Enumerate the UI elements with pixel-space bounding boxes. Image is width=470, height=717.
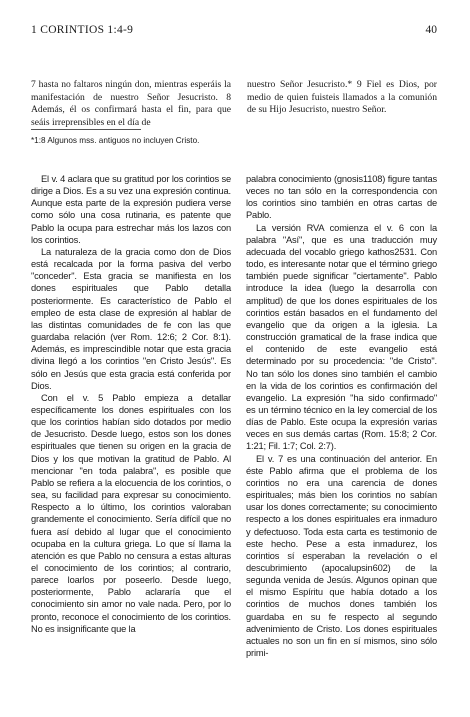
paragraph: palabra conocimiento (gnosis1108) figure tantas veces no tan sólo en la correspondencia con los corintios sino también en otras cartas de Pablo. bbox=[246, 174, 437, 221]
paragraph: La naturaleza de la gracia como don de Dios está recalcada por la forma pasiva del verbo "conceder". Esta gracia se manifiesta en los dones espirituales que Pablo detalla posteriormente. Es característico de Pablo el empleo de esta clase de expresión al hablar de las distintas comunidades de fe con las que guardaba relación (ver Rom. 12:6; 2 Cor. 8:1). Además, es imprescindible notar que esta gracia divina llegó a los corintios "en Cristo Jesús". Es sólo en Jesús que esta gracia está conferida por Dios. bbox=[31, 246, 231, 391]
scripture-text-right: nuestro Señor Jesucristo.* 9 Fiel es Dios, por medio de quien fuisteis llamados a la comunión de su Hijo Jesucristo, nuestro Señor. bbox=[247, 79, 437, 116]
paragraph: Con el v. 5 Pablo empieza a detallar específicamente los dones espirituales con los que los corintios habían sido dotados por medio de Jesucristo. Desde luego, estos son los dones espirituales que tienen su origen en la gracia de Dios y los que motivan la gratitud de Pablo. Al mencionar "en toda palabra", es posible que Pablo se refiera a la elocuencia de los corintios, o sea, su facilidad para expresar su conocimiento. Respecto a lo último, los corintios valoraban grandemente el conocimiento. Sería difícil que no fuera así debido al lugar que el conocimiento ocupaba en la cultura griega. Lo que sí llama la atención es que Pablo no censura a estas alturas el conocimiento de los corintios; al contrario, parece loarlos por poseerlo. Desde luego, posteriormente, Pablo aclararía que el conocimiento sin amor no vale nada. Pero, por lo pronto, reconoce el conocimiento de los corintios. No es insignificante que la bbox=[31, 392, 231, 634]
running-title: 1 CORINTIOS 1:4-9 bbox=[31, 24, 134, 36]
scripture-text-left: 7 hasta no faltaros ningún don, mientras esperáis la manifestación de nuestro Señor Jesucristo. 8 Además, él os confirmará hasta el fin, para que seáis irreprensibles en el día de bbox=[31, 79, 231, 128]
commentary-column-right bbox=[246, 173, 437, 659]
paragraph: La versión RVA comienza el v. 6 con la palabra "Así", que es una traducción muy adecuada del vocablo griego kathos2531. Con todo, es interesante notar que el término griego también puede significar "ciertamente". Pablo introduce la idea (luego la desarrolla con amplitud) de que los dones espirituales de los corintios están basados en el fundamento del evangelio que da origen a la iglesia. La construcción gramatical de la frase indica que el contenido de este evangelio está determinado por su procedencia: "de Cristo". No tan sólo los dones sino también el cambio en la vida de los corintios es confirmación del evangelio. La expresión "ha sido confirmado" es un término técnico en la ley comercial de los días de Pablo. Este ocupa la expresión varias veces en sus demás cartas (Rom. 15:8; 2 Cor. 1:21; Fil. 1:7; Col. 2:7). bbox=[246, 222, 437, 452]
footnote-rule bbox=[31, 129, 141, 130]
paragraph: El v. 7 es una continuación del anterior. En éste Pablo afirma que el problema de los corintios no era una carencia de dones espirituales; más bien los corintios no sabían usar los dones correctamente; su conocimiento respecto a los dones espirituales era inmaduro y defectuoso. Toda esta carta es testimonio de este hecho. Pese a esta inmadurez, los corintios sí esperaban la revelación o el descubrimiento (apocalupsin602) de la segunda venida de Jesús. Algunos opinan que el mismo Espíritu que había dotado a los corintios de muchos dones también los guardaba en su fe respecto al segundo advenimiento de Cristo. Los dones espirituales actuales no son un fin en sí mismos, sino sólo primi- bbox=[246, 453, 437, 659]
page-number: 40 bbox=[425, 24, 437, 36]
footnote: *1:8 Algunos mss. antiguos no incluyen Cristo. bbox=[31, 136, 200, 145]
commentary-column-left bbox=[31, 173, 231, 635]
scripture-column-left bbox=[31, 79, 231, 129]
commentary-body bbox=[31, 173, 437, 693]
paragraph: El v. 4 aclara que su gratitud por los corintios se dirige a Dios. Es a su vez una expresión continua. Aunque esta parte de la expresión pudiera verse como sólo una cosa rutinaria, es patente que Pablo la ocupa para estrechar más los lazos con los corintios. bbox=[31, 174, 231, 245]
scripture-column-right bbox=[247, 79, 437, 117]
